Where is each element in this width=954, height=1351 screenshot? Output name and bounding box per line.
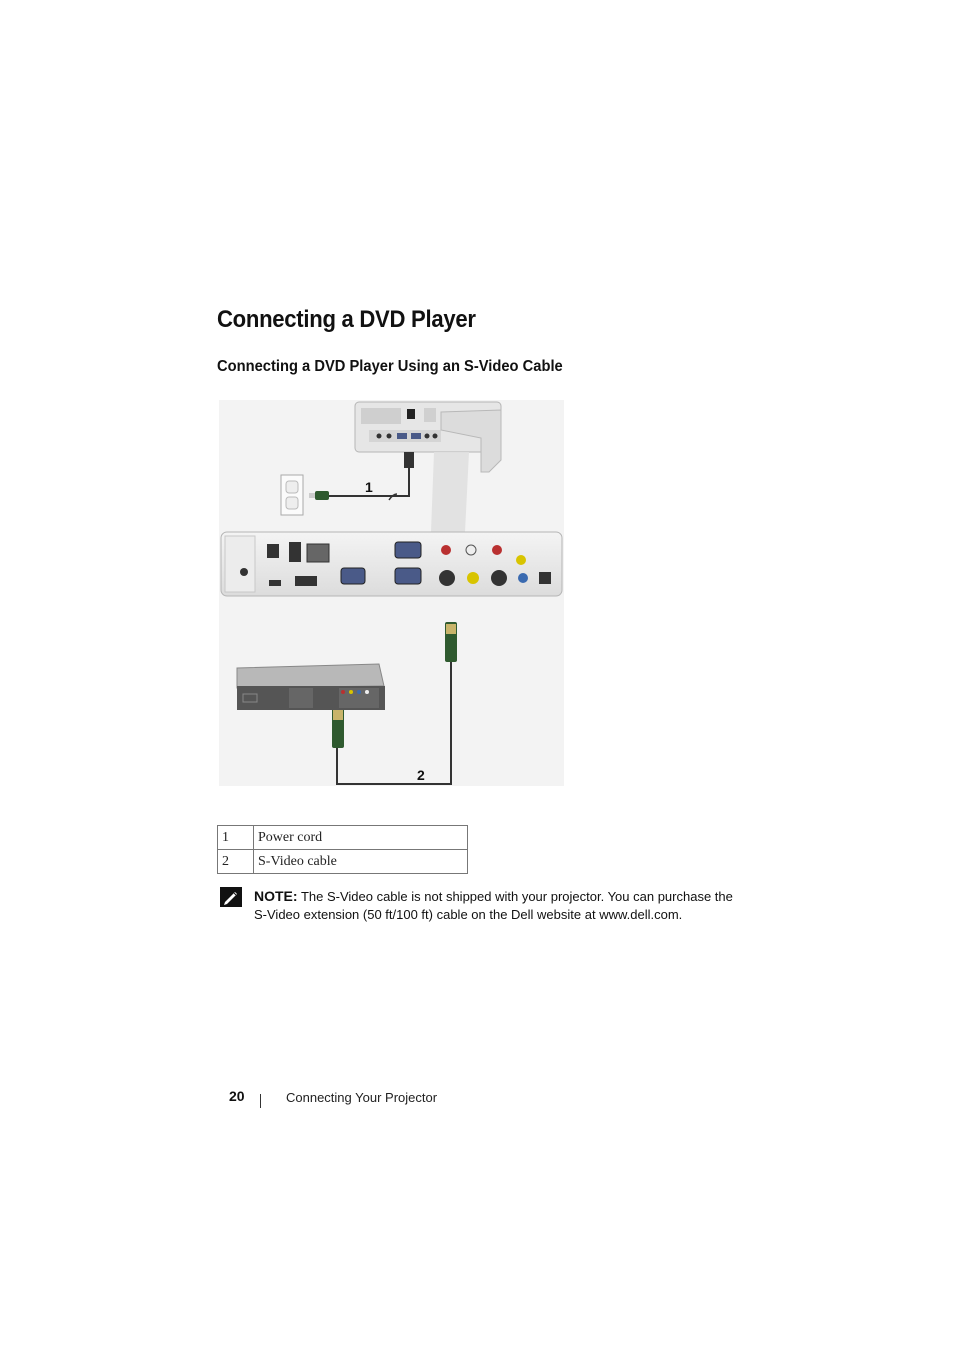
callout-2-label: 2 xyxy=(417,767,425,783)
footer-section-title: Connecting Your Projector xyxy=(286,1090,438,1105)
projector-rear-panel-image xyxy=(221,532,562,596)
callout-1-label: 1 xyxy=(365,479,373,495)
note-text xyxy=(254,887,734,924)
page-number: 20 xyxy=(229,1088,245,1104)
page-title: Connecting a DVD Player xyxy=(217,306,476,333)
table-row xyxy=(218,850,468,874)
note-label: NOTE: xyxy=(254,888,298,904)
table-row xyxy=(218,826,468,850)
diagram-svg xyxy=(219,400,564,786)
callout-label: S-Video cable xyxy=(254,850,468,874)
callout-table xyxy=(217,825,468,874)
callout-label: Power cord xyxy=(254,826,468,850)
note-pencil-icon xyxy=(220,887,242,907)
callout-number: 1 xyxy=(218,826,254,850)
note-end: . xyxy=(678,907,683,922)
dvd-player-image xyxy=(237,664,385,710)
note-body: The S-Video cable is not shipped with your projector. You can purchase the S-Video extension (50 ft/100 ft) cable on the Dell website at xyxy=(254,889,733,922)
connection-diagram xyxy=(219,400,564,786)
dell-website-link[interactable]: www.dell.com xyxy=(599,907,679,922)
zoom-indicator xyxy=(431,452,469,532)
callout-number: 2 xyxy=(218,850,254,874)
footer-divider xyxy=(260,1094,261,1108)
wall-outlet-image xyxy=(281,475,303,515)
section-heading: Connecting a DVD Player Using an S-Video Cable xyxy=(217,358,563,375)
